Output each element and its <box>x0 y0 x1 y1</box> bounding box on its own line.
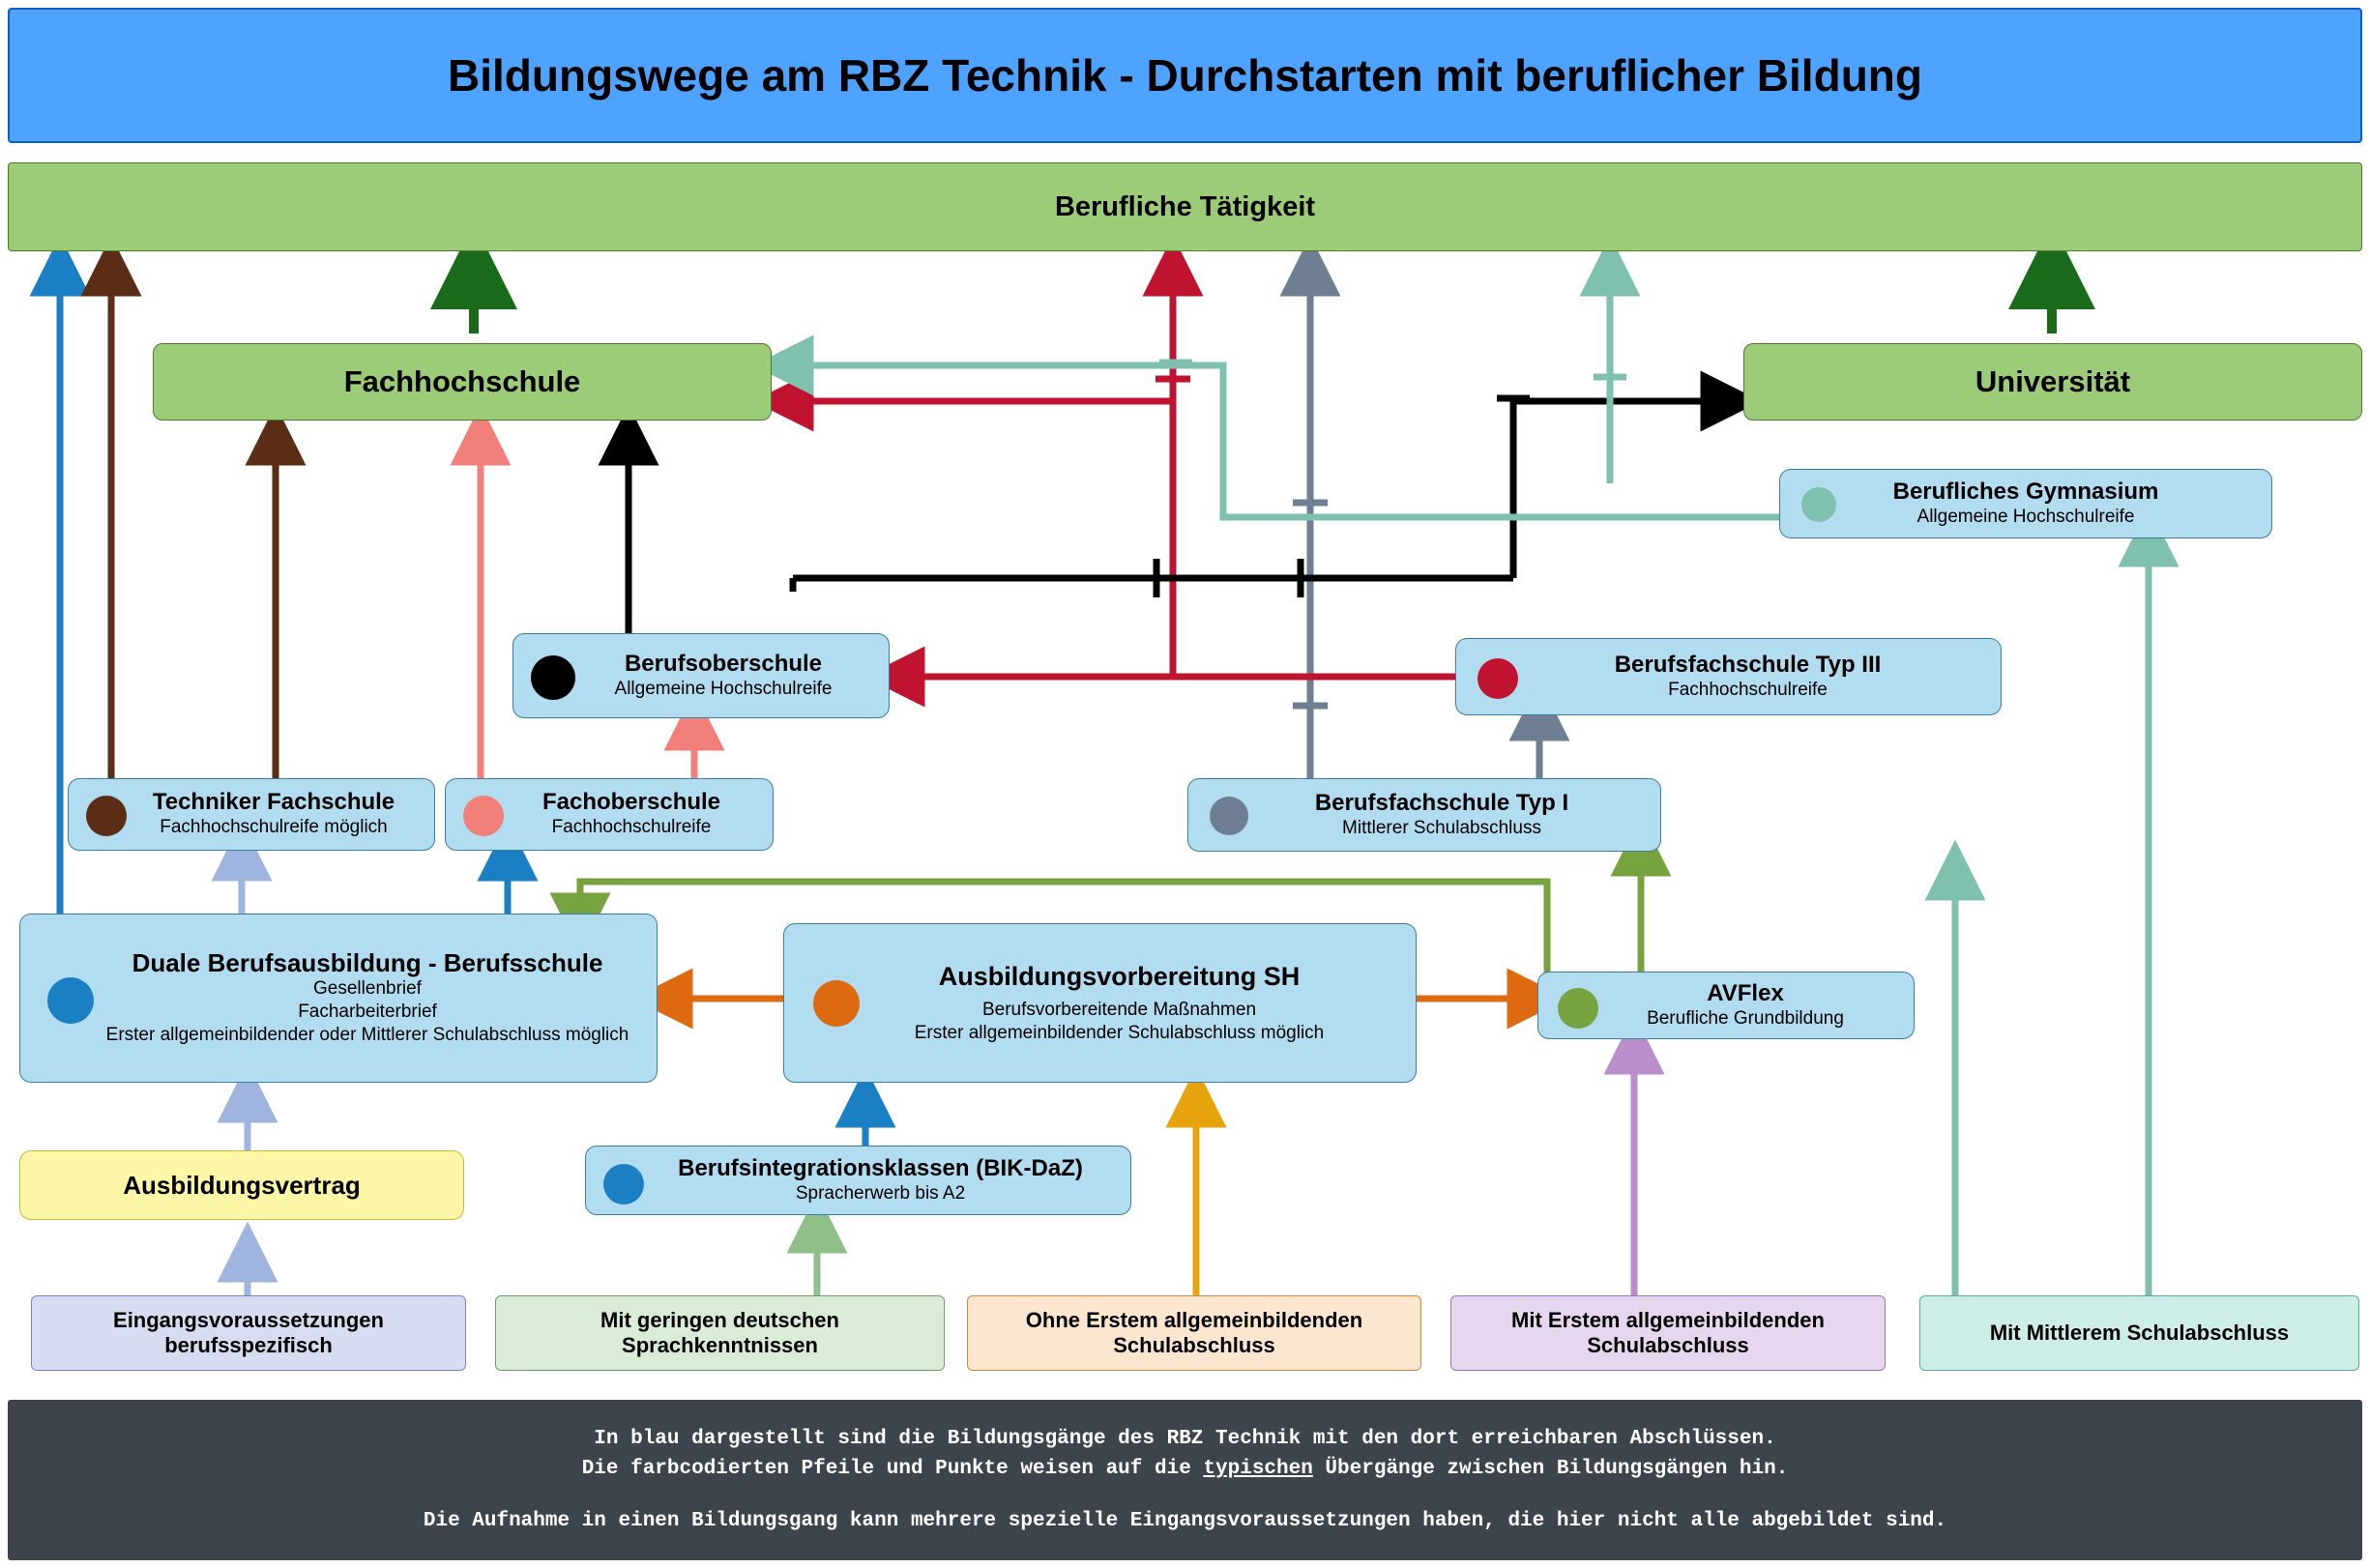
node-ausbildungsvorbereitung-sh[interactable] <box>783 923 1417 1083</box>
entry-box-berufsspezifisch[interactable] <box>31 1295 466 1371</box>
node-berufsoberschule-title: Berufsoberschule <box>624 650 823 677</box>
node-duale-berufsausbildung-sub3: Erster allgemeinbildender oder Mittlerer Schulabschluss möglich <box>105 1024 629 1045</box>
footer-line-2a: Die farbcodierten Pfeile und Punkte weisen auf die <box>581 1458 1204 1481</box>
footer-line-2-underline: typischen <box>1203 1458 1313 1481</box>
footer-line-2 <box>582 1454 1789 1485</box>
node-avflex[interactable] <box>1537 972 1915 1039</box>
node-berufsfachschule-typ1-title: Berufsfachschule Typ I <box>1314 789 1569 816</box>
node-avflex-sub: Berufliche Grundbildung <box>1647 1007 1844 1029</box>
node-berufsfachschule-typ3-sub: Fachhochschulreife <box>1668 679 1828 700</box>
entry-box-ohne-erstem-abschluss-line2: Schulabschluss <box>1113 1333 1275 1357</box>
node-ausbildungsvorbereitung-sh-title: Ausbildungsvorbereitung SH <box>938 961 1301 991</box>
node-bik-daz[interactable] <box>585 1146 1131 1215</box>
legend-dot-bik-daz <box>603 1164 644 1205</box>
legend-dot-berufsoberschule <box>531 655 575 700</box>
page-title: Bildungswege am RBZ Technik - Durchstarten mit beruflicher Bildung <box>8 8 2362 143</box>
node-berufsoberschule[interactable] <box>512 633 890 718</box>
entry-box-mit-erstem-abschluss[interactable] <box>1450 1295 1886 1371</box>
footer-line-1: In blau dargestellt sind die Bildungsgänge des RBZ Technik mit den dort erreichbaren Abschlüssen. <box>594 1427 1776 1450</box>
entry-box-geringe-deutschkenntnisse-line2: Sprachkenntnissen <box>622 1333 818 1357</box>
entry-box-ohne-erstem-abschluss-line1: Ohne Erstem allgemeinbildenden <box>1025 1307 1363 1332</box>
node-bik-daz-title: Berufsintegrationsklassen (BIK-DaZ) <box>678 1154 1083 1181</box>
node-berufsfachschule-typ3-title: Berufsfachschule Typ III <box>1614 651 1882 678</box>
node-universitaet[interactable]: Universität <box>1743 343 2362 421</box>
legend-dot-avflex <box>1558 988 1598 1029</box>
node-berufsfachschule-typ3[interactable] <box>1455 638 2002 715</box>
node-techniker-fachschule-title: Techniker Fachschule <box>152 789 395 816</box>
legend-dot-ausbildungsvorbereitung-sh <box>813 980 860 1027</box>
entry-box-mit-erstem-abschluss-line1: Mit Erstem allgemeinbildenden <box>1511 1307 1825 1332</box>
node-duale-berufsausbildung-sub1: Gesellenbrief <box>313 978 422 1000</box>
node-ausbildungsvertrag[interactable]: Ausbildungsvertrag <box>19 1150 464 1220</box>
node-duale-berufsausbildung-sub2: Facharbeiterbrief <box>298 1002 437 1023</box>
entry-box-berufsspezifisch-line1: Eingangsvoraussetzungen <box>113 1307 384 1332</box>
legend-dot-techniker-fachschule <box>86 796 127 836</box>
node-duale-berufsausbildung[interactable] <box>19 914 658 1083</box>
node-duale-berufsausbildung-title: Duale Berufsausbildung - Berufsschule <box>132 948 603 978</box>
footer-line-3: Die Aufnahme in einen Bildungsgang kann mehrere spezielle Eingangsvoraussetzungen haben, die hier nicht alle abgebildet sind. <box>423 1509 1947 1532</box>
node-fachhochschule[interactable]: Fachhochschule <box>153 343 772 421</box>
node-berufsoberschule-sub: Allgemeine Hochschulreife <box>614 678 833 699</box>
entry-box-mittlerer-schulabschluss[interactable] <box>1919 1295 2359 1371</box>
legend-dot-duale-berufsausbildung <box>47 977 94 1024</box>
entry-box-mit-erstem-abschluss-line2: Schulabschluss <box>1587 1333 1749 1357</box>
node-techniker-fachschule[interactable] <box>68 778 435 851</box>
legend-dot-berufsfachschule-typ1 <box>1210 797 1248 835</box>
band-berufliche-taetigkeit: Berufliche Tätigkeit <box>8 162 2362 251</box>
node-ausbildungsvorbereitung-sh-sub2: Erster allgemeinbildender Schulabschluss möglich <box>914 1022 1325 1043</box>
entry-box-geringe-deutschkenntnisse-line1: Mit geringen deutschen <box>600 1307 839 1332</box>
footer-note <box>8 1400 2362 1560</box>
node-berufliches-gymnasium-sub: Allgemeine Hochschulreife <box>1916 506 2135 527</box>
legend-dot-fachoberschule <box>463 796 504 836</box>
node-fachoberschule[interactable] <box>445 778 774 851</box>
entry-box-ohne-erstem-abschluss[interactable] <box>967 1295 1421 1371</box>
node-ausbildungsvorbereitung-sh-sub1: Berufsvorbereitende Maßnahmen <box>981 999 1257 1020</box>
node-avflex-title: AVFlex <box>1707 979 1784 1006</box>
node-berufsfachschule-typ1[interactable] <box>1187 778 1661 852</box>
legend-dot-berufliches-gymnasium <box>1801 487 1836 522</box>
node-fachoberschule-title: Fachoberschule <box>541 789 721 816</box>
node-berufliches-gymnasium[interactable] <box>1779 469 2272 538</box>
entry-box-berufsspezifisch-line2: berufsspezifisch <box>164 1333 333 1357</box>
footer-line-2b: Übergänge zwischen Bildungsgängen hin. <box>1312 1458 1789 1481</box>
node-berufliches-gymnasium-title: Berufliches Gymnasium <box>1892 478 2159 505</box>
node-techniker-fachschule-sub: Fachhochschulreife möglich <box>160 817 388 838</box>
entry-box-mittlerer-schulabschluss-line1: Mit Mittlerem Schulabschluss <box>1989 1320 2290 1345</box>
entry-box-geringe-deutschkenntnisse[interactable] <box>495 1295 945 1371</box>
legend-dot-berufsfachschule-typ3 <box>1478 658 1518 699</box>
node-fachoberschule-sub: Fachhochschulreife <box>551 817 712 838</box>
node-bik-daz-sub: Spracherwerb bis A2 <box>795 1182 966 1204</box>
node-berufsfachschule-typ1-sub: Mittlerer Schulabschluss <box>1342 817 1541 838</box>
